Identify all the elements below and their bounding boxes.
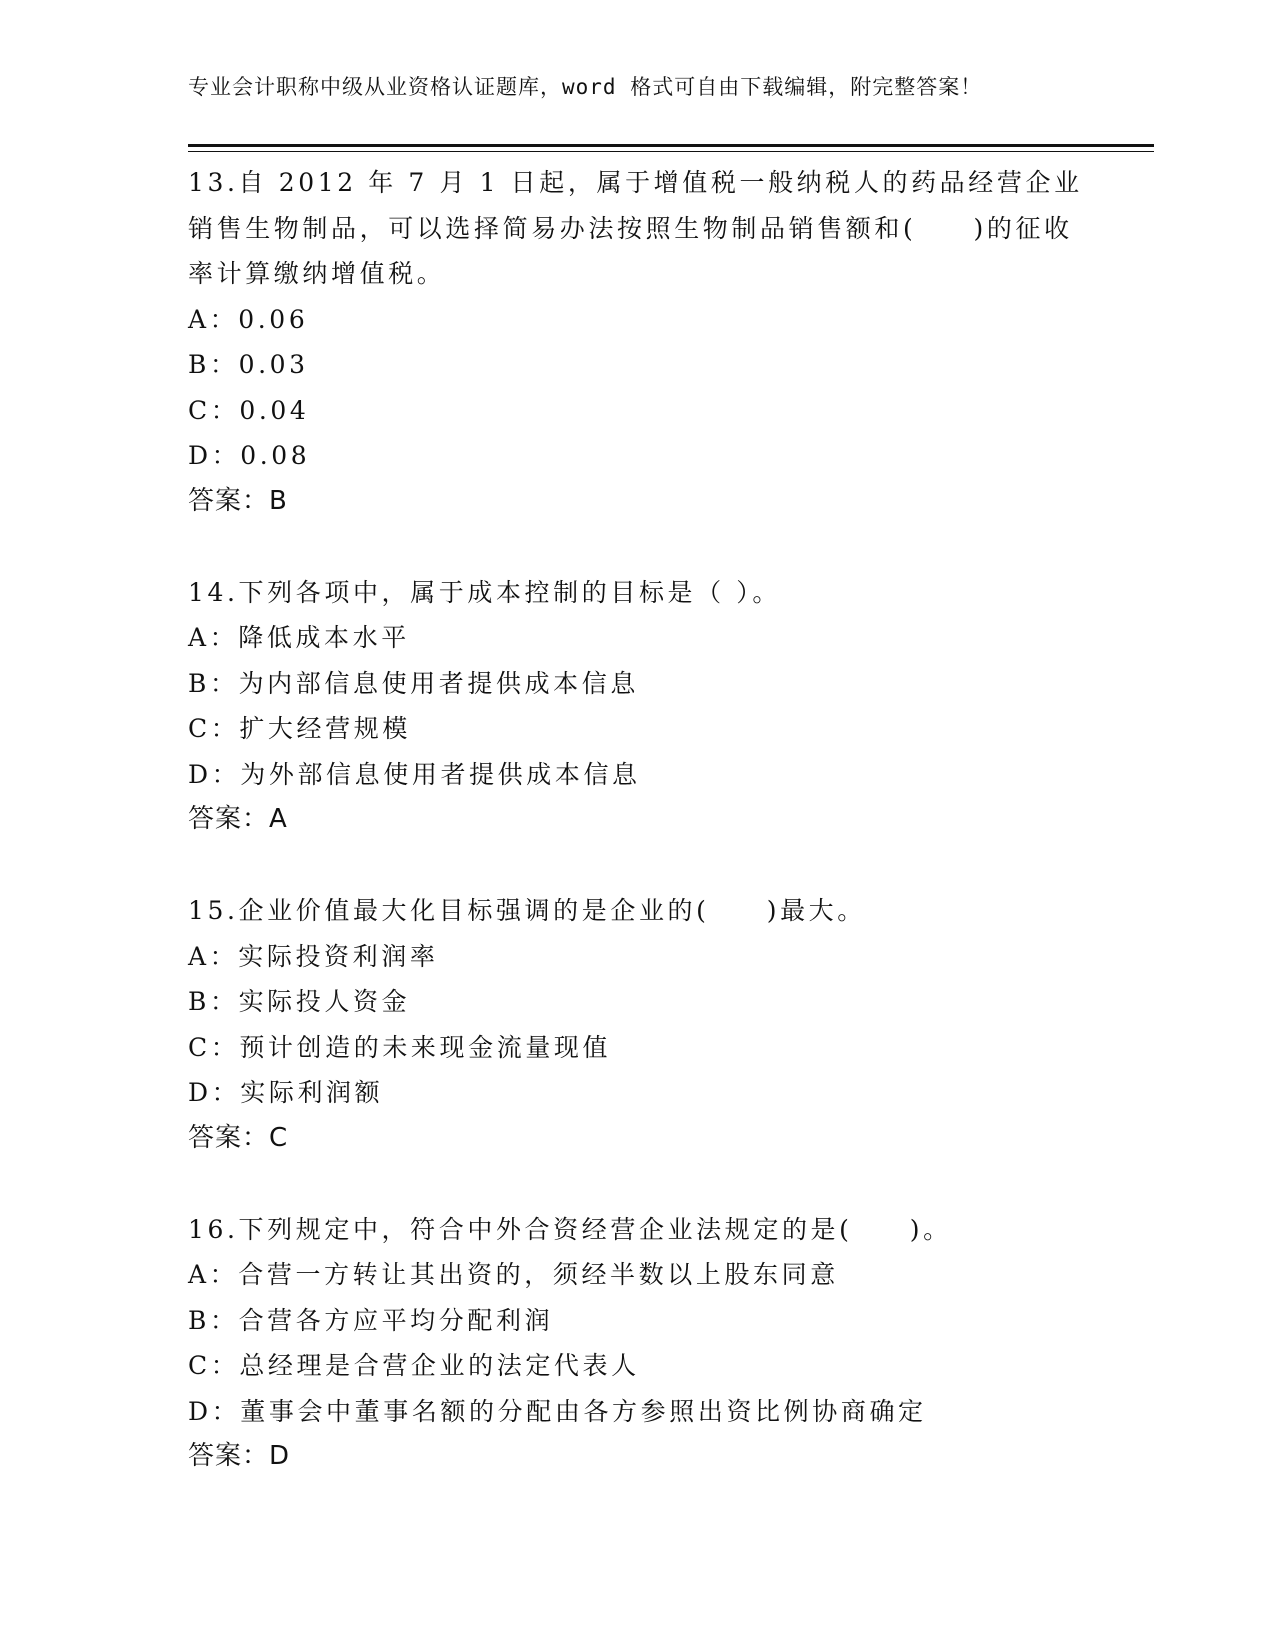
question-13	[188, 160, 1088, 524]
option-c: C：0.04	[188, 395, 310, 425]
option-a: A：0.06	[188, 304, 309, 334]
question-15	[188, 888, 1088, 1161]
header-rule-thick	[188, 144, 1154, 147]
question-stem: 15.企业价值最大化目标强调的是企业的( )最大。	[188, 896, 866, 925]
option-c: C：预计创造的未来现金流量现值	[188, 1032, 612, 1062]
spacer	[188, 1161, 1088, 1207]
option-b: B：实际投人资金	[188, 987, 411, 1016]
option-c: C：扩大经营规模	[188, 714, 411, 743]
option-b: B：为内部信息使用者提供成本信息	[188, 668, 639, 698]
question-stem: 16.下列规定中，符合中外合资经营企业法规定的是( )。	[188, 1214, 952, 1244]
option-d: D：为外部信息使用者提供成本信息	[188, 759, 641, 789]
page-header: 专业会计职称中级从业资格认证题库，word 格式可自由下载编辑，附完整答案！	[188, 75, 983, 99]
option-d: D：0.08	[188, 441, 311, 470]
answer: 答案：A	[188, 804, 288, 834]
question-14	[188, 570, 1088, 843]
answer: 答案：B	[188, 485, 288, 516]
question-16	[188, 1207, 1088, 1480]
question-stem: 13.自 2012 年 7 月 1 日起，属于增值税一般纳税人的药品经营企业销售生物制品，可以选择简易办法按照生物制品销售额和( )的征收率计算缴纳增值税。	[188, 168, 1083, 288]
question-stem: 14.下列各项中，属于成本控制的目标是（ ）。	[188, 577, 782, 607]
answer: 答案：C	[188, 1122, 289, 1153]
option-b: B：合营各方应平均分配利润	[188, 1305, 554, 1335]
option-c: C：总经理是合营企业的法定代表人	[188, 1351, 640, 1380]
option-d: D：实际利润额	[188, 1078, 384, 1107]
option-a: A：实际投资利润率	[188, 941, 439, 971]
option-a: A：合营一方转让其出资的，须经半数以上股东同意	[188, 1260, 839, 1289]
question-list	[188, 160, 1088, 1480]
option-b: B：0.03	[188, 350, 309, 379]
option-a: A：降低成本水平	[188, 623, 410, 652]
spacer	[188, 524, 1088, 570]
option-d: D：董事会中董事名额的分配由各方参照出资比例协商确定	[188, 1396, 927, 1426]
answer: 答案：D	[188, 1441, 291, 1471]
spacer	[188, 843, 1088, 889]
header-rule-thin	[188, 151, 1154, 152]
